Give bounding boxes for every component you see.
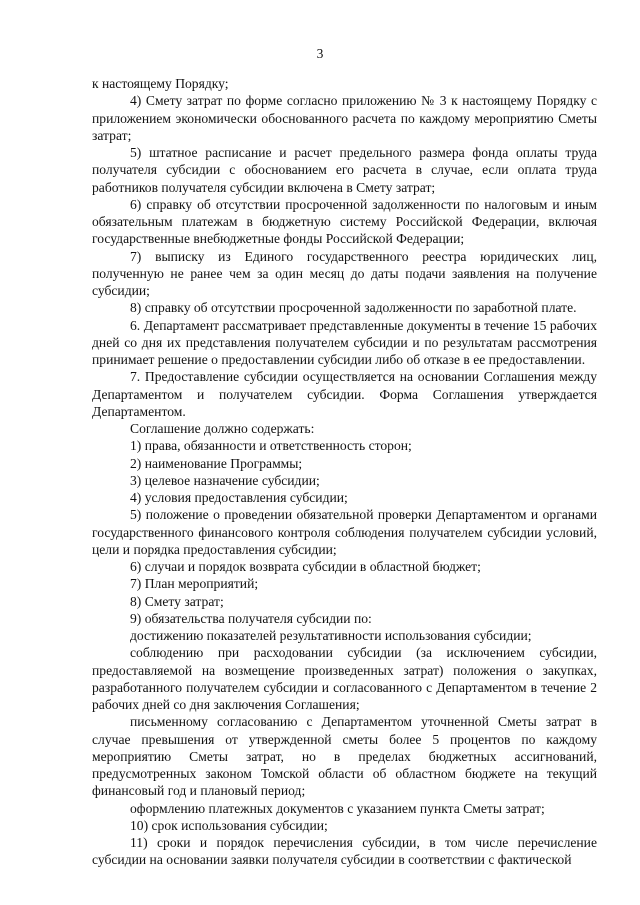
paragraph: 6. Департамент рассматривает представленные документы в течение 15 рабочих дней со дня их представления получателем субсидии и по результатам рассмотрения принимает решение о предоставлении субсидии либо об отказе в ее предоставлении.: [92, 317, 597, 367]
paragraph: 6) справку об отсутствии просроченной задолженности по налоговым и иным обязательным платежам в бюджетную систему Российской Федерации, включая государственные внебюджетные фонды Российской Федерации;: [92, 196, 597, 247]
paragraph: 5) штатное расписание и расчет предельного размера фонда оплаты труда получателя субсидии с обоснованием его расчета в случае, если оплата труда работников получателя субсидии включена в Смету затрат;: [92, 145, 597, 195]
paragraph: 2) наименование Программы;: [130, 455, 303, 471]
paragraph: оформлению платежных документов с указанием пункта Сметы затрат;: [130, 800, 545, 816]
paragraph: 10) срок использования субсидии;: [130, 817, 328, 833]
paragraph: письменному согласованию с Департаментом уточненной Сметы затрат в случае превышения от утвержденной сметы более 5 процентов по каждому мероприятию Сметы затрат, но в пределах бюджетных ассигнований, предусмотренных законом Томской области об областном бюджете на текущий финансовый год и плановый период;: [92, 714, 597, 799]
paragraph: соблюдению при расходовании субсидии (за исключением субсидии, предоставляемой на возмещение произведенных затрат) положения о закупках, разработанного получателем субсидии и согласованного с Департаментом в течение 2 рабочих дней со дня заключения Соглашения;: [92, 645, 597, 712]
paragraph: 5) положение о проведении обязательной проверки Департаментом и органами государственного финансового контроля соблюдения получателем субсидии условий, цели и порядка предоставления субсидии;: [92, 507, 597, 557]
paragraph: 9) обязательства получателя субсидии по:: [130, 610, 372, 626]
paragraph: 3) целевое назначение субсидии;: [130, 472, 320, 488]
document-body: [92, 75, 597, 869]
paragraph: 11) сроки и порядок перечисления субсидии, в том числе перечисление субсидии на основании заявки получателя субсидии в соответствии с фактической: [92, 835, 597, 868]
paragraph: 4) условия предоставления субсидии;: [130, 490, 348, 505]
paragraph: 6) случаи и порядок возврата субсидии в областной бюджет;: [130, 559, 481, 574]
paragraph: к настоящему Порядку;: [92, 76, 229, 91]
paragraph: Соглашение должно содержать:: [130, 421, 315, 436]
paragraph: 7) выписку из Единого государственного реестра юридических лиц, полученную не ранее чем за один месяц до даты подачи заявления на получение субсидии;: [92, 248, 597, 298]
paragraph: 7) План мероприятий;: [130, 576, 259, 592]
paragraph: 8) справку об отсутствии просроченной задолженности по заработной плате.: [130, 300, 577, 316]
page-number: 3: [316, 46, 324, 61]
paragraph: 7. Предоставление субсидии осуществляется на основании Соглашения между Департаментом и получателем субсидии. Форма Соглашения утверждается Департаментом.: [92, 369, 597, 419]
paragraph: 1) права, обязанности и ответственность сторон;: [130, 438, 412, 454]
paragraph: 4) Смету затрат по форме согласно приложению № 3 к настоящему Порядку с приложением экономически обоснованного расчета по каждому мероприятию Сметы затрат;: [92, 93, 597, 143]
paragraph: 8) Смету затрат;: [130, 593, 224, 609]
paragraph: достижению показателей результативности использования субсидии;: [130, 628, 532, 643]
